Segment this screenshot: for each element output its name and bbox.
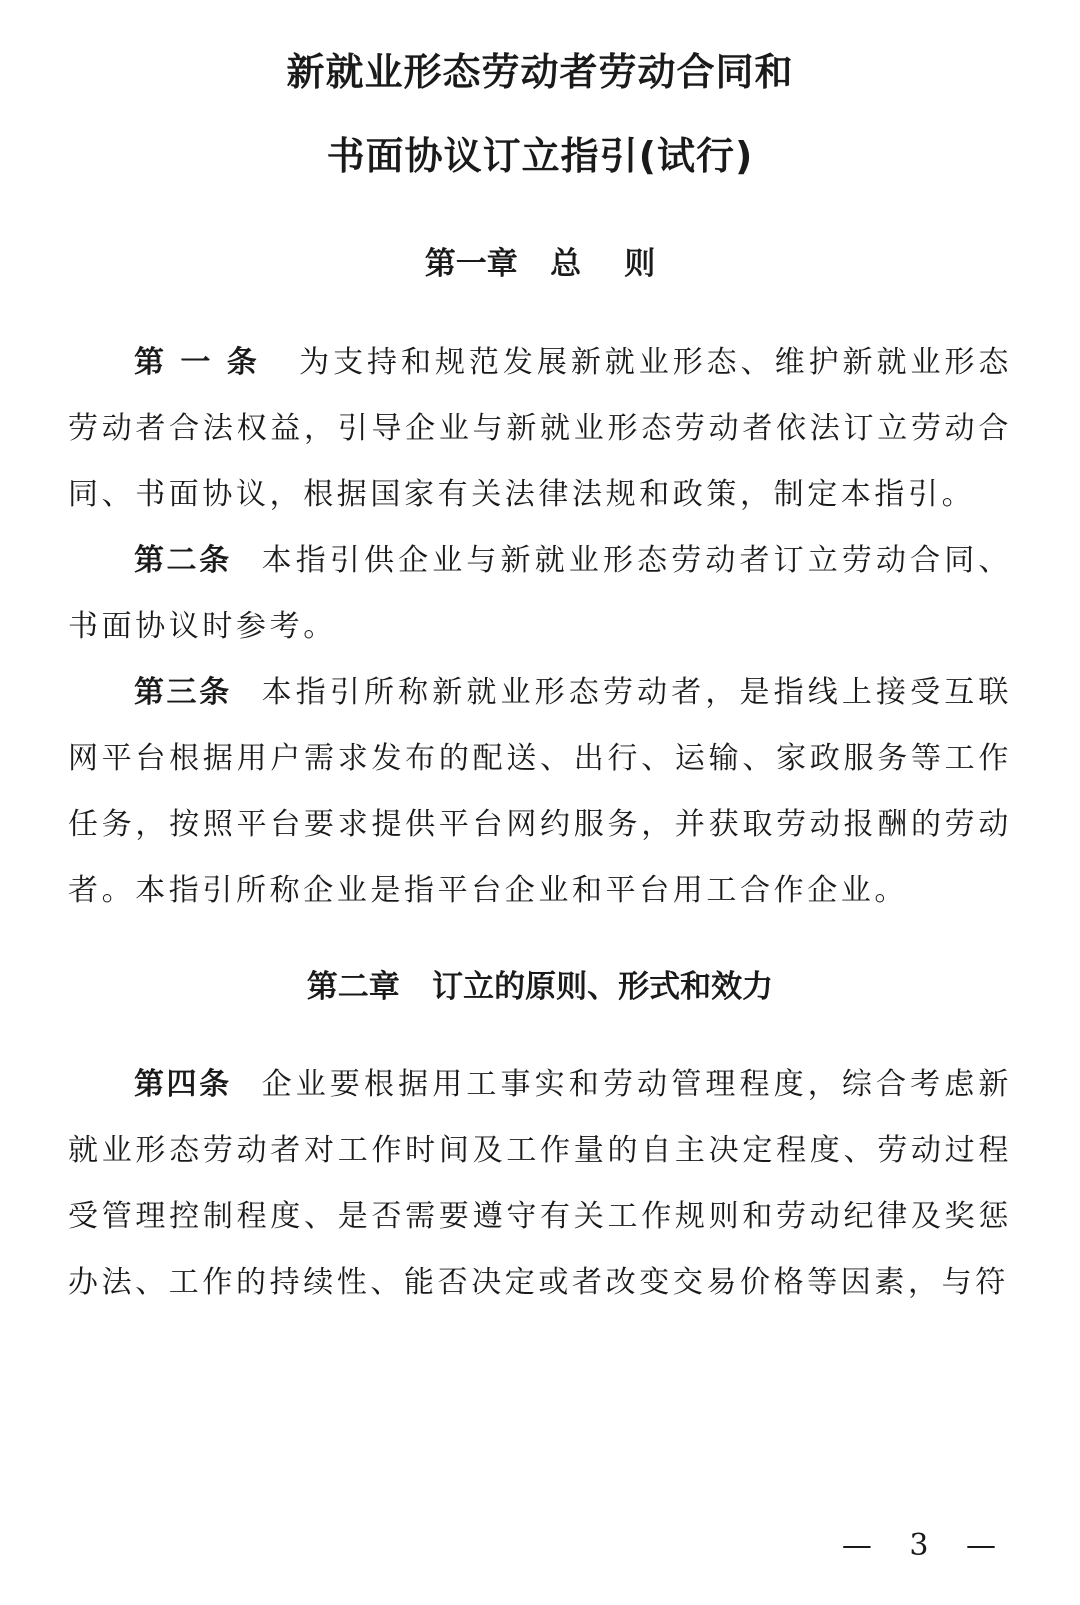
- article-2-text: 本指引供企业与新就业形态劳动者订立劳动合同、书面协议时参考。: [68, 543, 1013, 644]
- chapter-1-heading: 第一章 总 则: [424, 246, 656, 282]
- article-2: [68, 528, 1012, 660]
- article-1-text: 为支持和规范发展新就业形态、维护新就业形态劳动者合法权益，引导企业与新就业形态劳动者依法订立劳动合同、书面协议，根据国家有关法律法规和政策，制定本指引。: [68, 345, 1013, 512]
- article-4-label: 第四条: [134, 1067, 232, 1102]
- article-4-text: 企业要根据用工事实和劳动管理程度，综合考虑新就业形态劳动者对工作时间及工作量的自主决定程度、劳动过程受管理控制程度、是否需要遵守有关工作规则和劳动纪律及奖惩办法、工作的持续性、能否决定或者改变交易价格等因素，与符: [68, 1067, 1013, 1300]
- article-1: [68, 330, 1012, 528]
- page-number: — 3 —: [841, 1528, 1010, 1563]
- article-3-label: 第三条: [134, 675, 232, 710]
- article-4: [68, 1052, 1012, 1316]
- article-3-text: 本指引所称新就业形态劳动者，是指线上接受互联网平台根据用户需求发布的配送、出行、运输、家政服务等工作任务，按照平台要求提供平台网约服务，并获取劳动报酬的劳动者。本指引所称企业是指平台企业和平台用工合作企业。: [68, 675, 1013, 908]
- article-2-label: 第二条: [134, 543, 232, 578]
- article-3: [68, 660, 1012, 924]
- chapter-2-heading: 第二章 订立的原则、形式和效力: [306, 969, 774, 1005]
- document-title-line-1: 新就业形态劳动者劳动合同和: [286, 50, 794, 94]
- document-title-line-2: 书面协议订立指引(试行): [326, 134, 754, 178]
- article-1-label: 第一条: [134, 345, 274, 380]
